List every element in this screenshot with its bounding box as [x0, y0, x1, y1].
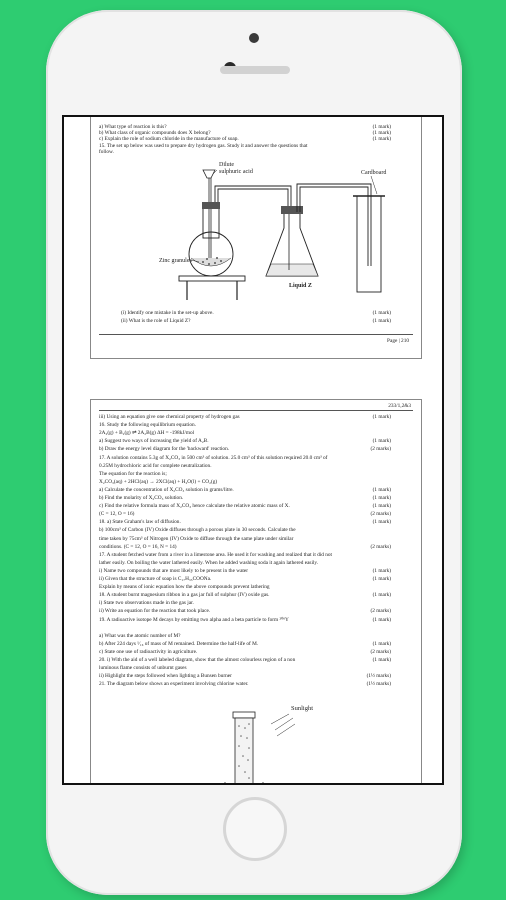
question-line: luminous flame consists of unburnt gases — [99, 665, 187, 672]
marks-label: (1 mark) — [372, 310, 391, 316]
question-line: 17. A solution contains 5.3g of X₂CO₃ in 500 cm³ of solution. 25.0 cm³ of this solution required 20.0 cm³ of — [99, 454, 328, 461]
earpiece-speaker — [220, 66, 290, 74]
question-line: a) What was the atomic number of M? — [99, 632, 181, 639]
question-line: b) What class of organic compounds does X belong? — [99, 130, 211, 136]
marks-label: (1 mark) — [372, 438, 391, 445]
marks-label: (1 mark) — [372, 503, 391, 510]
question-line: conditions. (C = 12, O = 16, N = 14) — [99, 543, 177, 550]
question-line: The equation for the reaction is; — [99, 470, 167, 477]
marks-label: (1 mark) — [372, 592, 391, 599]
marks-label: (2 marks) — [370, 543, 391, 550]
question-line: X₂CO₃(aq) + 2HCl(aq) → 2XCl(aq) + H₂O(l) + CO₂(g) — [99, 478, 218, 485]
footer-rule — [99, 334, 413, 335]
question-line: c) Explain the role of sodium chloride in the manufacture of soap. — [99, 136, 239, 142]
question-line: a) Calculate the concentration of X₂CO₃ solution in grams/litre. — [99, 486, 234, 493]
paper-code: 233/1,2&3 — [388, 403, 411, 409]
question-line: iii) Using an equation give one chemical property of hydrogen gas — [99, 414, 240, 420]
page-number: Page | 210 — [387, 338, 409, 344]
marks-label: (2 marks) — [370, 446, 391, 453]
marks-label: (1 mark) — [372, 576, 391, 582]
marks-label: (1 mark) — [372, 414, 391, 420]
header-rule — [99, 410, 413, 411]
marks-label: (1 mark) — [372, 124, 391, 130]
marks-label: (1 mark) — [372, 136, 391, 142]
question-line: follow. — [99, 149, 114, 155]
question-line: time taken by 75cm³ of Nitrogen (IV) Oxide to diffuse through the same plate under similar — [99, 535, 294, 542]
question-line: b) Draw the energy level diagram for the 'backward' reaction. — [99, 446, 230, 453]
marks-label: (1 mark) — [372, 657, 391, 663]
sensor-dot — [249, 33, 259, 43]
marks-label: (1 mark) — [372, 616, 391, 623]
marks-label: (1 mark) — [372, 519, 391, 526]
chlorine-water-diagram — [221, 702, 341, 785]
question-line: i) State two observations made in the gas jar. — [99, 600, 194, 607]
question-line: 18. a) State Graham's law of diffusion. — [99, 519, 181, 526]
question-line: 19. A radioactive isotope M decays by emitting two alpha and a beta particle to form ²⁰⁶Y — [99, 616, 289, 623]
label-liquid: Liquid Z — [289, 283, 312, 289]
marks-label: (2 marks) — [370, 511, 391, 518]
marks-label: (1 mark) — [372, 495, 391, 501]
question-line: (i) Identify one mistake in the set-up above. — [121, 310, 214, 316]
question-line: 15. The set up below was used to prepare dry hydrogen gas. Study it and answer the questions that — [99, 143, 308, 149]
hydrogen-apparatus-diagram — [121, 156, 401, 301]
marks-label: (1 mark) — [372, 318, 391, 324]
marks-label: (1 mark) — [372, 130, 391, 136]
label-acid: sulphuric acid — [219, 169, 253, 175]
home-button[interactable] — [223, 797, 287, 861]
marks-label: (2 marks) — [370, 648, 391, 655]
question-line: c) Find the relative formula mass of X₂CO₃ hence calculate the relative atomic mass of X. — [99, 503, 290, 510]
question-line: a) Suggest two ways of increasing the yield of A₂B. — [99, 438, 209, 445]
exam-page-1 — [90, 115, 422, 359]
question-line: a) What type of reaction is this? — [99, 124, 167, 130]
question-line: 20. i) With the aid of a well labeled diagram, show that the almost colourless region of a non — [99, 657, 296, 663]
marks-label: (1 mark) — [372, 640, 391, 647]
question-line: 2A₂(g) + B₂(g) ⇌ 2A₂B(g) ΔH = -198kJ/mol — [99, 430, 195, 437]
question-line: 18. A student burnt magnesium ribbon in a gas jar full of sulphur (IV) oxide gas. — [99, 592, 270, 599]
marks-label: (1½ marks) — [366, 673, 391, 680]
marks-label: (1 mark) — [372, 486, 391, 493]
phone-screen — [62, 115, 444, 785]
question-line: b) After 224 days ¹⁄₁₆ of mass of M remained. Determine the half-life of M. — [99, 640, 259, 647]
marks-label: (1 mark) — [372, 567, 391, 574]
label-zinc: Zinc granules — [159, 258, 192, 264]
question-line: lather easily. On boiling the water lathered easily. When he added washing soda it again lathered easily. — [99, 559, 319, 566]
question-line: ii) Given that the structure of soap is C₁₇H₃₅COONa. — [99, 576, 212, 582]
question-line: Explain by means of ionic equation how the above compounds prevent lathering — [99, 584, 270, 591]
marks-label: (2 marks) — [370, 608, 391, 615]
label-dilute: Dilute — [219, 162, 234, 168]
question-line: b) Find the molarity of X₂CO₃ solution. — [99, 495, 184, 501]
question-line: 0.25M hydrochloric acid for complete neutralization. — [99, 462, 212, 469]
label-cardboard: Cardboard — [361, 170, 387, 176]
question-line: 16. Study the following equilibrium equation. — [99, 422, 196, 429]
question-line: 21. The diagram below shows an experiment involving chlorine water. — [99, 681, 249, 688]
question-line: i) Name two compounds that are most likely to be present in the water — [99, 567, 249, 574]
question-line: ii) Highlight the steps followed when lighting a Bunsen burner — [99, 673, 232, 680]
question-line: (C = 12, O = 16) — [99, 511, 135, 518]
question-line: c) State one use of radioactivity in agriculture. — [99, 648, 198, 655]
exam-page-2 — [90, 399, 422, 785]
question-line: ii) Write an equation for the reaction that took place. — [99, 608, 211, 615]
question-line: 17. A student fetched water from a river in a limestone area. He used it for washing and realized that it did not — [99, 551, 332, 558]
label-sunlight: Sunlight — [291, 705, 314, 712]
question-line: b) 100cm³ of Carbon (IV) Oxide diffuses through a porous plate in 30 seconds. Calculate the — [99, 527, 296, 534]
marks-label: (1½ marks) — [366, 681, 391, 688]
question-line: (ii) What is the role of Liquid Z? — [121, 318, 191, 324]
